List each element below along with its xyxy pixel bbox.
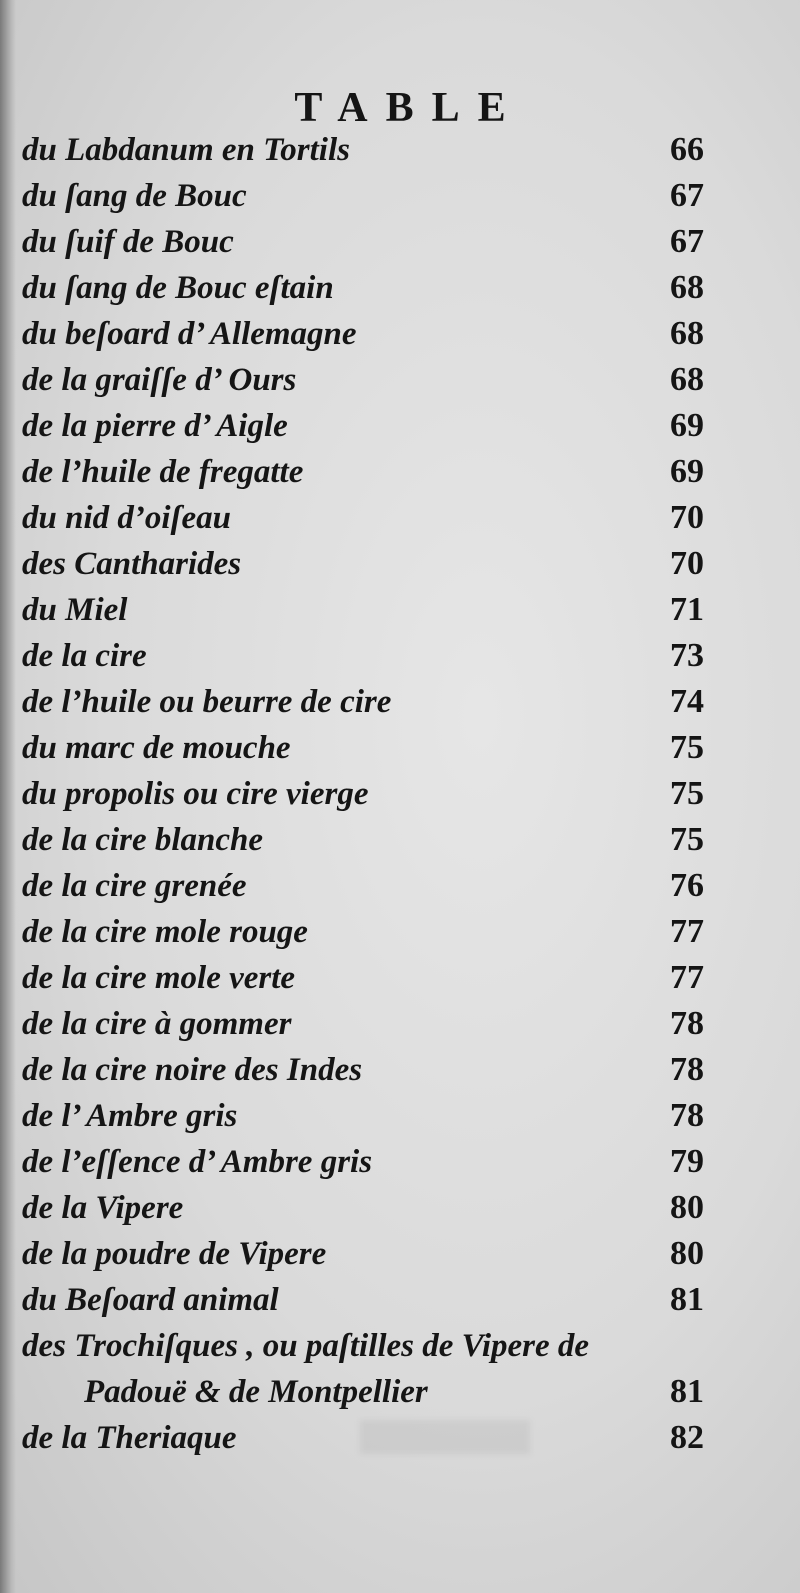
toc-entry — [0, 1231, 800, 1277]
entry-page-number: 67 — [670, 223, 704, 260]
entry-title: du nid d’oiſeau — [22, 500, 232, 536]
toc-entry — [0, 817, 800, 863]
entry-title: de la Vipere — [22, 1190, 184, 1226]
entry-page-number: 70 — [670, 545, 704, 582]
toc-entry — [0, 633, 800, 679]
entry-title: de la cire à gommer — [22, 1006, 292, 1042]
entry-title: de la cire — [22, 638, 147, 674]
entry-title: des Cantharides — [22, 546, 242, 582]
toc-entry — [0, 1139, 800, 1185]
entry-page-number: 75 — [670, 775, 704, 812]
toc-entry — [0, 725, 800, 771]
entry-title: du marc de mouche — [22, 730, 291, 766]
entry-title: de la cire mole rouge — [22, 914, 308, 950]
toc-entry — [0, 403, 800, 449]
toc-entry — [0, 679, 800, 725]
entry-title: de la pierre d’ Aigle — [22, 408, 288, 444]
toc-entry — [0, 771, 800, 817]
entry-title: de l’huile ou beurre de cire — [22, 684, 392, 720]
entry-title: du ſang de Bouc eſtain — [22, 270, 334, 306]
entry-page-number: 67 — [670, 177, 704, 214]
entry-page-number: 80 — [670, 1235, 704, 1272]
toc-entry-continuation — [0, 1369, 800, 1415]
entry-title: de l’huile de fregatte — [22, 454, 304, 490]
toc-entry — [0, 219, 800, 265]
toc-entry — [0, 265, 800, 311]
entry-title: des Trochiſques , ou paſtilles de Vipere de — [22, 1328, 590, 1364]
entry-page-number: 69 — [670, 453, 704, 490]
entry-page-number: 78 — [670, 1051, 704, 1088]
toc-entry — [0, 1415, 800, 1461]
entry-page-number: 69 — [670, 407, 704, 444]
entry-title: de la Theriaque — [22, 1420, 237, 1456]
entry-title: de l’ Ambre gris — [22, 1098, 238, 1134]
entry-title: du Miel — [22, 592, 128, 628]
toc-entry — [0, 1047, 800, 1093]
entry-title: de la cire noire des Indes — [22, 1052, 363, 1088]
entry-page-number: 80 — [670, 1189, 704, 1226]
page-heading: TABLE — [294, 85, 524, 131]
entry-title: Padouë & de Montpellier — [84, 1374, 428, 1410]
entry-title: de la poudre de Vipere — [22, 1236, 327, 1272]
toc-entry — [0, 541, 800, 587]
toc-entry — [0, 127, 800, 173]
entry-page-number: 73 — [670, 637, 704, 674]
entry-page-number: 78 — [670, 1097, 704, 1134]
toc-entry — [0, 909, 800, 955]
toc-entry — [0, 1093, 800, 1139]
toc-entry — [0, 1185, 800, 1231]
entry-page-number: 75 — [670, 821, 704, 858]
toc-entry — [0, 357, 800, 403]
entry-page-number: 71 — [670, 591, 704, 628]
entry-page-number: 75 — [670, 729, 704, 766]
entry-title: du Labdanum en Tortils — [22, 132, 350, 168]
entry-page-number: 76 — [670, 867, 704, 904]
entry-page-number: 77 — [670, 913, 704, 950]
toc-entry — [0, 449, 800, 495]
entry-title: du ſuif de Bouc — [22, 224, 234, 260]
entry-page-number: 82 — [670, 1419, 704, 1456]
entry-page-number: 77 — [670, 959, 704, 996]
toc-entry — [0, 311, 800, 357]
toc-entry — [0, 1277, 800, 1323]
entry-title: de la cire mole verte — [22, 960, 296, 996]
entry-page-number: 79 — [670, 1143, 704, 1180]
entry-page-number: 68 — [670, 269, 704, 306]
toc-entry — [0, 1323, 800, 1369]
entry-page-number: 70 — [670, 499, 704, 536]
toc-entry — [0, 863, 800, 909]
toc-entry — [0, 1001, 800, 1047]
entry-page-number: 68 — [670, 361, 704, 398]
entry-page-number: 68 — [670, 315, 704, 352]
entry-title: de la cire grenée — [22, 868, 247, 904]
entry-title: de l’eſſence d’ Ambre gris — [22, 1144, 373, 1180]
toc-entry — [0, 587, 800, 633]
entry-title: du Beſoard animal — [22, 1282, 279, 1318]
toc-entry — [0, 173, 800, 219]
entry-title: de la graiſſe d’ Ours — [22, 362, 297, 398]
toc-entry — [0, 955, 800, 1001]
entry-page-number: 81 — [670, 1373, 704, 1410]
entry-page-number: 74 — [670, 683, 704, 720]
entry-title: de la cire blanche — [22, 822, 264, 858]
entry-title: du propolis ou cire vierge — [22, 776, 369, 812]
entry-page-number: 66 — [670, 131, 704, 168]
entry-title: du beſoard d’ Allemagne — [22, 316, 357, 352]
entry-page-number: 78 — [670, 1005, 704, 1042]
toc-entry — [0, 495, 800, 541]
entry-page-number: 81 — [670, 1281, 704, 1318]
entry-title: du ſang de Bouc — [22, 178, 247, 214]
